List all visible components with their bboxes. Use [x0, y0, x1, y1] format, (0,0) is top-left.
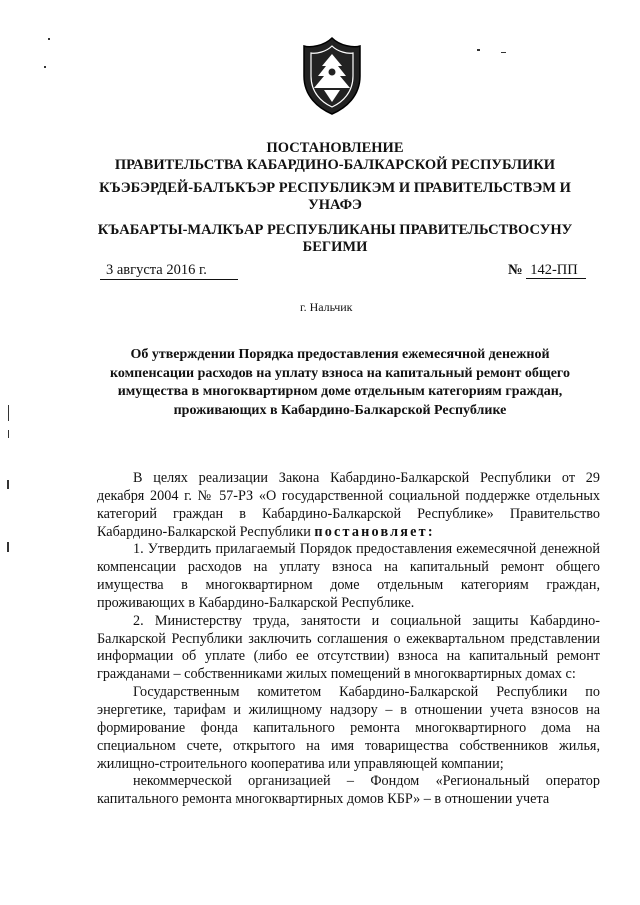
document-heading: [90, 140, 580, 174]
city-label: г. Нальчик: [300, 300, 353, 314]
scan-mark: [7, 542, 9, 552]
paragraph-item-2b: некоммерческой организацией – Фондом «Региональный оператор капитального ремонта многоквартирных домов КБР» – в отношении учета: [97, 773, 600, 808]
document-number: [508, 262, 588, 279]
document-body: [97, 470, 600, 809]
intro-text: В целях реализации Закона Кабардино-Балкарской Республики от 29 декабря 2004 г. № 57-РЗ «О государственной социальной поддержке отдельных категорий граждан в Кабардино-Балкарской Республике» Правительство Кабардино-Балкарской Республики: [97, 470, 600, 540]
coat-of-arms-icon: [300, 36, 364, 116]
heading-balkar: КЪАБАРТЫ-МАЛКЪАР РЕСПУБЛИКАНЫ ПРАВИТЕЛЬСТВОСУНУ БЕГИМИ: [97, 222, 573, 255]
document-date: 3 августа 2016 г.: [100, 262, 238, 280]
document-title: Об утверждении Порядка предоставления ежемесячной денежной компенсации расходов на уплату взноса на капитальный ремонт общего имущества в многоквартирном доме отдельным категориям граждан, проживающих в Кабардино-Балкарской Республике: [110, 347, 570, 419]
scan-mark: [48, 38, 50, 40]
heading-kabardian: КЪЭБЭРДЕЙ-БАЛЪКЪЭР РЕСПУБЛИКЭМ И ПРАВИТЕЛЬСТВЭМ И УНАФЭ: [99, 180, 571, 213]
heading-line-1: ПОСТАНОВЛЕНИЕ: [266, 140, 404, 156]
paragraph-item-2a: Государственным комитетом Кабардино-Балкарской Республики по энергетике, тарифам и жилищному надзору – в отношении учета взносов на формирование фонда капитального ремонта многоквартирного дома на специальном счете, открытого на имя товарищества собственников жилья, жилищно-строительного кооператива или управляющей компании;: [97, 684, 600, 772]
scan-mark: [8, 430, 9, 438]
scan-mark: [477, 49, 480, 51]
number-value: 142-ПП: [526, 262, 586, 279]
scan-mark: [501, 52, 506, 53]
paragraph-intro: [97, 470, 600, 541]
decree-word: постановляет:: [314, 523, 435, 540]
paragraph-item-2: 2. Министерству труда, занятости и социальной защиты Кабардино-Балкарской Республики заключить соглашения о ежеквартальном представлении информации об уплате (либо ее отсутствии) взноса на капитальный ремонт гражданами – собственниками жилых помещений в многоквартирных домах с:: [97, 612, 600, 683]
scan-mark: [7, 480, 9, 489]
scan-mark: [44, 66, 46, 68]
scan-mark: [8, 405, 9, 421]
number-sign: №: [508, 262, 523, 278]
heading-line-2: ПРАВИТЕЛЬСТВА КАБАРДИНО-БАЛКАРСКОЙ РЕСПУБЛИКИ: [114, 157, 556, 173]
paragraph-item-1: 1. Утвердить прилагаемый Порядок предоставления ежемесячной денежной компенсации расходов на уплату взноса на капитальный ремонт общего имущества в многоквартирном доме отдельным категориям граждан, проживающих в Кабардино-Балкарской Республике.: [97, 541, 600, 611]
